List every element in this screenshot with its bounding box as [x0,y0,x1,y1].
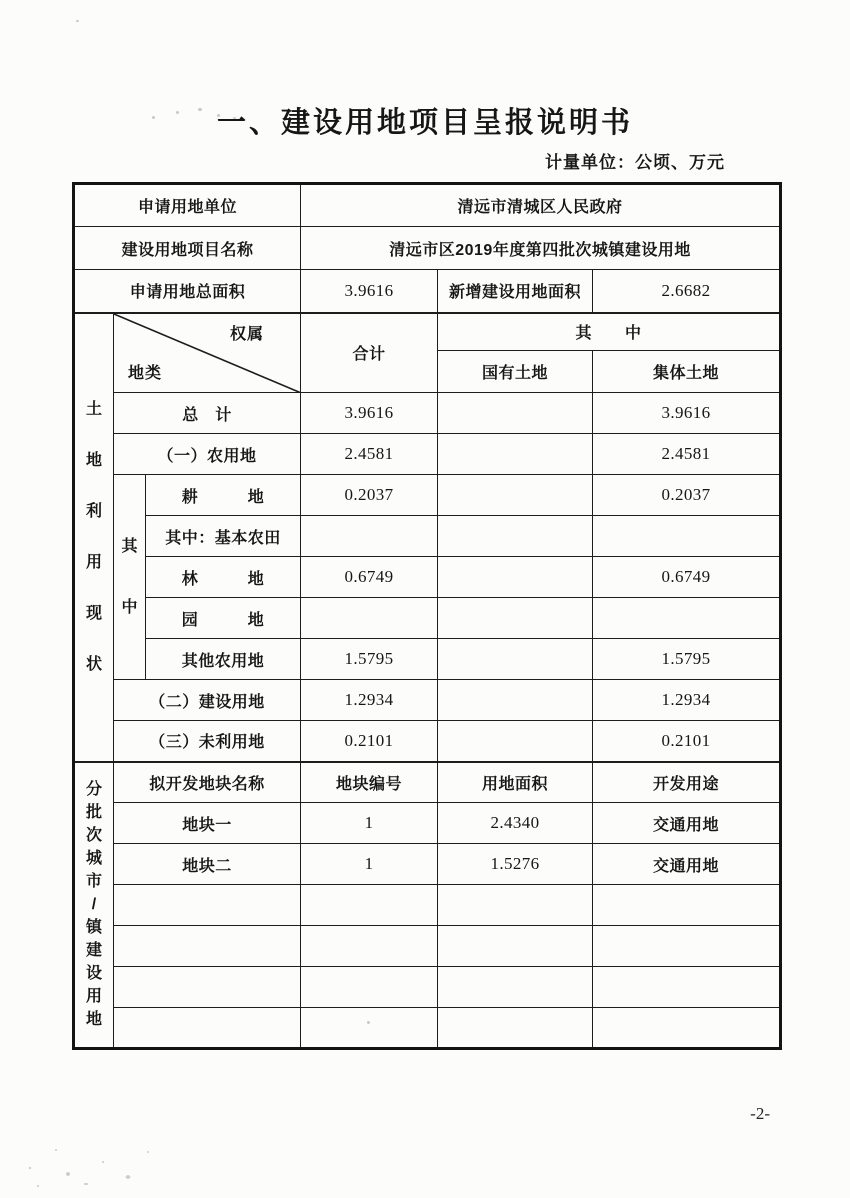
cell-parcel-use: 交通用地 [593,803,781,844]
cell-parcel-area: 2.4340 [438,803,593,844]
col-header-collective: 集体土地 [593,351,781,393]
table-row [74,680,781,721]
section-land-use-status-label [74,313,114,762]
cell-collective [593,516,781,557]
table-row [74,475,781,516]
land-row-label: 其中：基本农田 [146,516,301,557]
land-row-label: （三）未利用地 [114,721,301,762]
cell-collective: 0.6749 [593,557,781,598]
table-row [74,516,781,557]
cell-parcel-number: 1 [301,803,438,844]
table-row [74,184,781,227]
table-row [74,313,781,351]
cell-parcel-use [593,926,781,967]
cell-collective: 0.2037 [593,475,781,516]
cell-total: 2.4581 [301,434,438,475]
cell-parcel-use: 交通用地 [593,844,781,885]
table-row [74,762,781,803]
cell-total: 0.2101 [301,721,438,762]
total-area-value-cell: 3.9616 [301,270,438,313]
table-row [74,227,781,270]
parcel-col-header-area: 用地面积 [438,762,593,803]
col-header-total: 合计 [301,313,438,393]
cell-collective [593,598,781,639]
cell-parcel-area: 1.5276 [438,844,593,885]
new-area-value-cell: 2.6682 [593,270,781,313]
cell-parcel-area [438,967,593,1008]
cell-state-owned [438,516,593,557]
table-row [74,598,781,639]
table-row [74,1008,781,1049]
subgroup-among-label [114,475,146,680]
cell-parcel-area [438,885,593,926]
table-row [74,721,781,762]
cell-collective: 0.2101 [593,721,781,762]
cell-parcel-name [114,926,301,967]
project-value-cell: 清远市区2019年度第四批次城镇建设用地 [301,227,781,270]
corner-label-land-type: 地类 [128,365,163,382]
scan-speck [76,20,79,22]
cell-collective: 2.4581 [593,434,781,475]
cell-total: 1.2934 [301,680,438,721]
cell-parcel-number [301,926,438,967]
cell-parcel-name: 地块二 [114,844,301,885]
cell-collective: 1.2934 [593,680,781,721]
page-number: -2- [750,1104,770,1123]
scan-noise [8,1122,188,1194]
vertical-label: 其 中 [121,537,138,616]
cell-parcel-use [593,885,781,926]
table-row [74,885,781,926]
table-row [74,434,781,475]
table-row [74,803,781,844]
vertical-label: 土 地 利 用 现 状 [85,400,102,673]
diagonal-header-cell [114,313,301,393]
cell-parcel-name: 地块一 [114,803,301,844]
applicant-value-cell: 清远市清城区人民政府 [301,184,781,227]
cell-parcel-area [438,926,593,967]
cell-parcel-name [114,885,301,926]
page-title: 一、建设用地项目呈报说明书 [216,107,633,139]
cell-parcel-name [114,967,301,1008]
table-row [74,557,781,598]
cell-state-owned [438,639,593,680]
cell-parcel-number [301,967,438,1008]
vertical-label: 分 批 次 城 市 / 镇 建 设 用 地 [85,780,102,1028]
land-row-label: 园 地 [146,598,301,639]
cell-parcel-use [593,1008,781,1049]
table-row [74,967,781,1008]
table-row [74,393,781,434]
cell-state-owned [438,598,593,639]
applicant-label-cell: 申请用地单位 [74,184,301,227]
unit-note: 计量单位：公顷、万元 [545,153,725,172]
cell-total: 0.6749 [301,557,438,598]
cell-state-owned [438,721,593,762]
cell-parcel-number [301,885,438,926]
land-row-label: 林 地 [146,557,301,598]
land-row-label: 耕 地 [146,475,301,516]
parcel-col-header-number: 地块编号 [301,762,438,803]
land-row-label: （一）农用地 [114,434,301,475]
new-area-label-cell: 新增建设用地面积 [438,270,593,313]
land-row-label: 其他农用地 [146,639,301,680]
cell-state-owned [438,434,593,475]
cell-total [301,598,438,639]
table-row [74,844,781,885]
cell-parcel-number [301,1008,438,1049]
cell-state-owned [438,557,593,598]
parcel-col-header-name: 拟开发地块名称 [114,762,301,803]
cell-state-owned [438,680,593,721]
col-header-state-owned: 国有土地 [438,351,593,393]
land-report-table [72,182,782,1050]
cell-state-owned [438,393,593,434]
table-row [74,926,781,967]
cell-total: 3.9616 [301,393,438,434]
project-label-cell: 建设用地项目名称 [74,227,301,270]
section-batch-parcels-label [74,762,114,1049]
total-area-label-cell: 申请用地总面积 [74,270,301,313]
parcel-col-header-use: 开发用途 [593,762,781,803]
cell-parcel-use [593,967,781,1008]
cell-parcel-number: 1 [301,844,438,885]
cell-parcel-area [438,1008,593,1049]
cell-parcel-name [114,1008,301,1049]
land-row-label: （二）建设用地 [114,680,301,721]
col-header-among: 其 中 [438,313,781,351]
cell-total: 0.2037 [301,475,438,516]
cell-total: 1.5795 [301,639,438,680]
land-row-label: 总 计 [114,393,301,434]
cell-collective: 1.5795 [593,639,781,680]
cell-total [301,516,438,557]
cell-state-owned [438,475,593,516]
table-row [74,270,781,313]
table-row [74,639,781,680]
corner-label-ownership: 权属 [230,325,265,343]
cell-collective: 3.9616 [593,393,781,434]
